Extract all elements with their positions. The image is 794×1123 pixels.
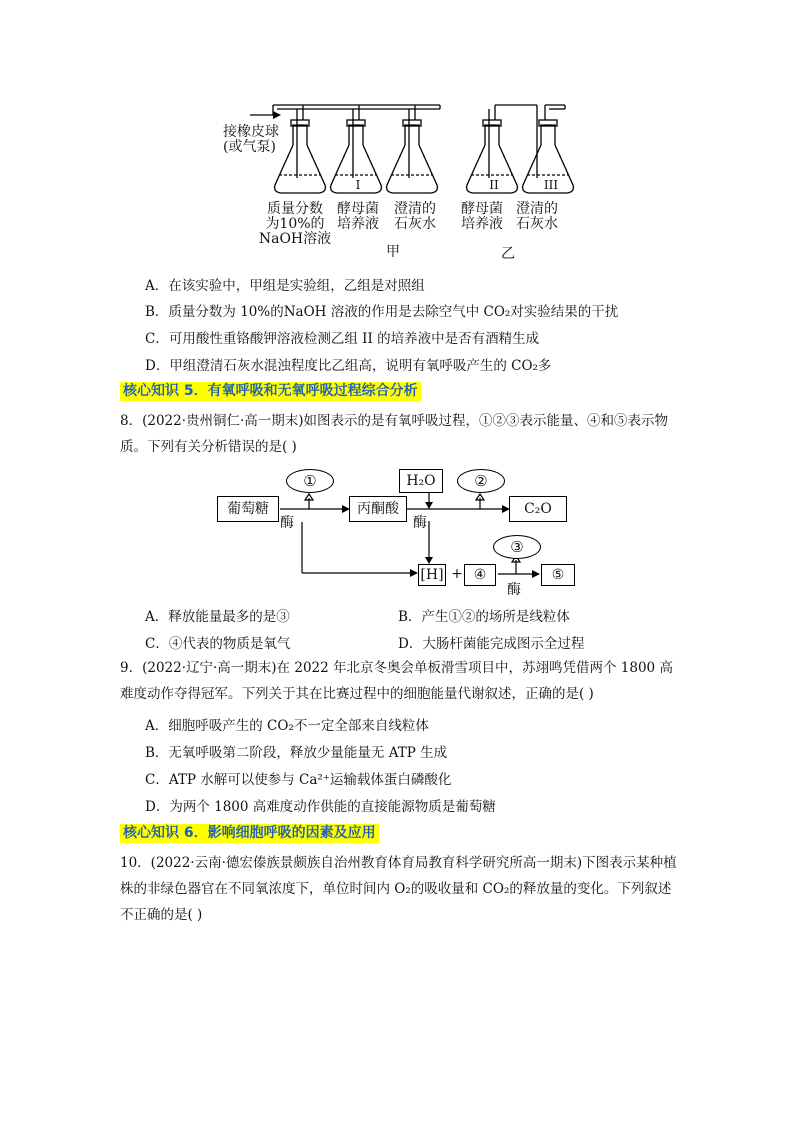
q9-option-b: B．无氧呼吸第二阶段，释放少量能量无 ATP 生成: [145, 745, 448, 761]
q9-stem: 9．(2022·辽宁·高一期末)在 2022 年北京冬奥会单板滑雪项目中，苏翊鸣凭借两个 1800 高难度动作夺得冠军。下列关于其在比赛过程中的细胞能量代谢叙述，正确的是( ): [120, 660, 673, 702]
flask-label-naoh: 质量分数 为10%的 NaOH溶液: [258, 201, 332, 247]
enzyme-label-3: 酶: [507, 582, 521, 598]
q7-option-b: B．质量分数为 10%的NaOH 溶液的作用是去除空气中 CO₂对实验结果的干扰: [145, 304, 619, 320]
q8-option-a: A．释放能量最多的是③: [145, 609, 290, 625]
flask-mark-2: II: [489, 178, 499, 192]
c2o-box: C₂O: [509, 496, 567, 522]
flask-label-limewater-1: 澄清的 石灰水: [394, 201, 436, 232]
q8-option-c: C．④代表的物质是氧气: [145, 636, 291, 652]
flask-label-yeast-1: 酵母菌 培养液: [337, 201, 379, 232]
energy-1-ellipse: ①: [286, 469, 334, 493]
q9-option-d: D．为两个 1800 高难度动作供能的直接能源物质是葡萄糖: [145, 799, 496, 815]
q7-option-d: D．甲组澄清石灰水混浊程度比乙组高，说明有氧呼吸产生的 CO₂多: [145, 358, 552, 374]
enzyme-label-1: 酶: [280, 515, 294, 531]
flask-mark-3: III: [543, 178, 559, 192]
q8-option-b: B．产生①②的场所是线粒体: [398, 609, 570, 625]
flask-label-yeast-2: 酵母菌 培养液: [461, 201, 503, 232]
q9-option-c: C．ATP 水解可以使参与 Ca²⁺运输载体蛋白磷酸化: [145, 772, 452, 788]
section-heading-5: 核心知识 5．有氧呼吸和无氧呼吸过程综合分析: [120, 382, 421, 401]
energy-2-ellipse: ②: [457, 469, 505, 493]
h-box: [H]: [418, 564, 446, 586]
energy-3-ellipse: ③: [493, 535, 541, 559]
q7-option-a: A．在该实验中，甲组是实验组，乙组是对照组: [145, 278, 425, 294]
pump-label: 接橡皮球 (或气泵): [223, 124, 279, 155]
q9-option-a: A．细胞呼吸产生的 CO₂不一定全部来自线粒体: [145, 718, 429, 734]
apparatus-figure: [215, 100, 575, 265]
glucose-box: 葡萄糖: [217, 496, 279, 522]
group-label-jia: 甲: [386, 244, 400, 260]
q8-option-d: D．大肠杆菌能完成图示全过程: [398, 636, 585, 652]
q8-stem: 8．(2022·贵州铜仁·高一期末)如图表示的是有氧呼吸过程，①②③表示能量、④和⑤表示物质。下列有关分析错误的是( ): [120, 413, 669, 455]
enzyme-label-2: 酶: [413, 515, 427, 531]
respiration-diagram: [210, 466, 590, 596]
h2o-box: H₂O: [399, 469, 443, 493]
q10-stem: 10．(2022·云南·德宏傣族景颇族自治州教育体育局教育科学研究所高一期末)下图表示某种植株的非绿色器官在不同氧浓度下，单位时间内 O₂的吸收量和 CO₂的释放量的变化。下列叙述不正确的是( ): [120, 855, 677, 923]
flask-label-limewater-2: 澄清的 石灰水: [516, 201, 558, 232]
q7-option-c: C．可用酸性重铬酸钾溶液检测乙组 II 的培养液中是否有酒精生成: [145, 331, 540, 347]
pyruvate-box: 丙酮酸: [349, 496, 407, 522]
substance-5-box: ⑤: [541, 564, 575, 586]
group-label-yi: 乙: [501, 246, 515, 262]
flask-mark-1: I: [355, 178, 361, 192]
plus-sign: +: [451, 566, 463, 582]
substance-4-box: ④: [464, 564, 496, 586]
section-heading-6: 核心知识 6．影响细胞呼吸的因素及应用: [120, 824, 379, 843]
